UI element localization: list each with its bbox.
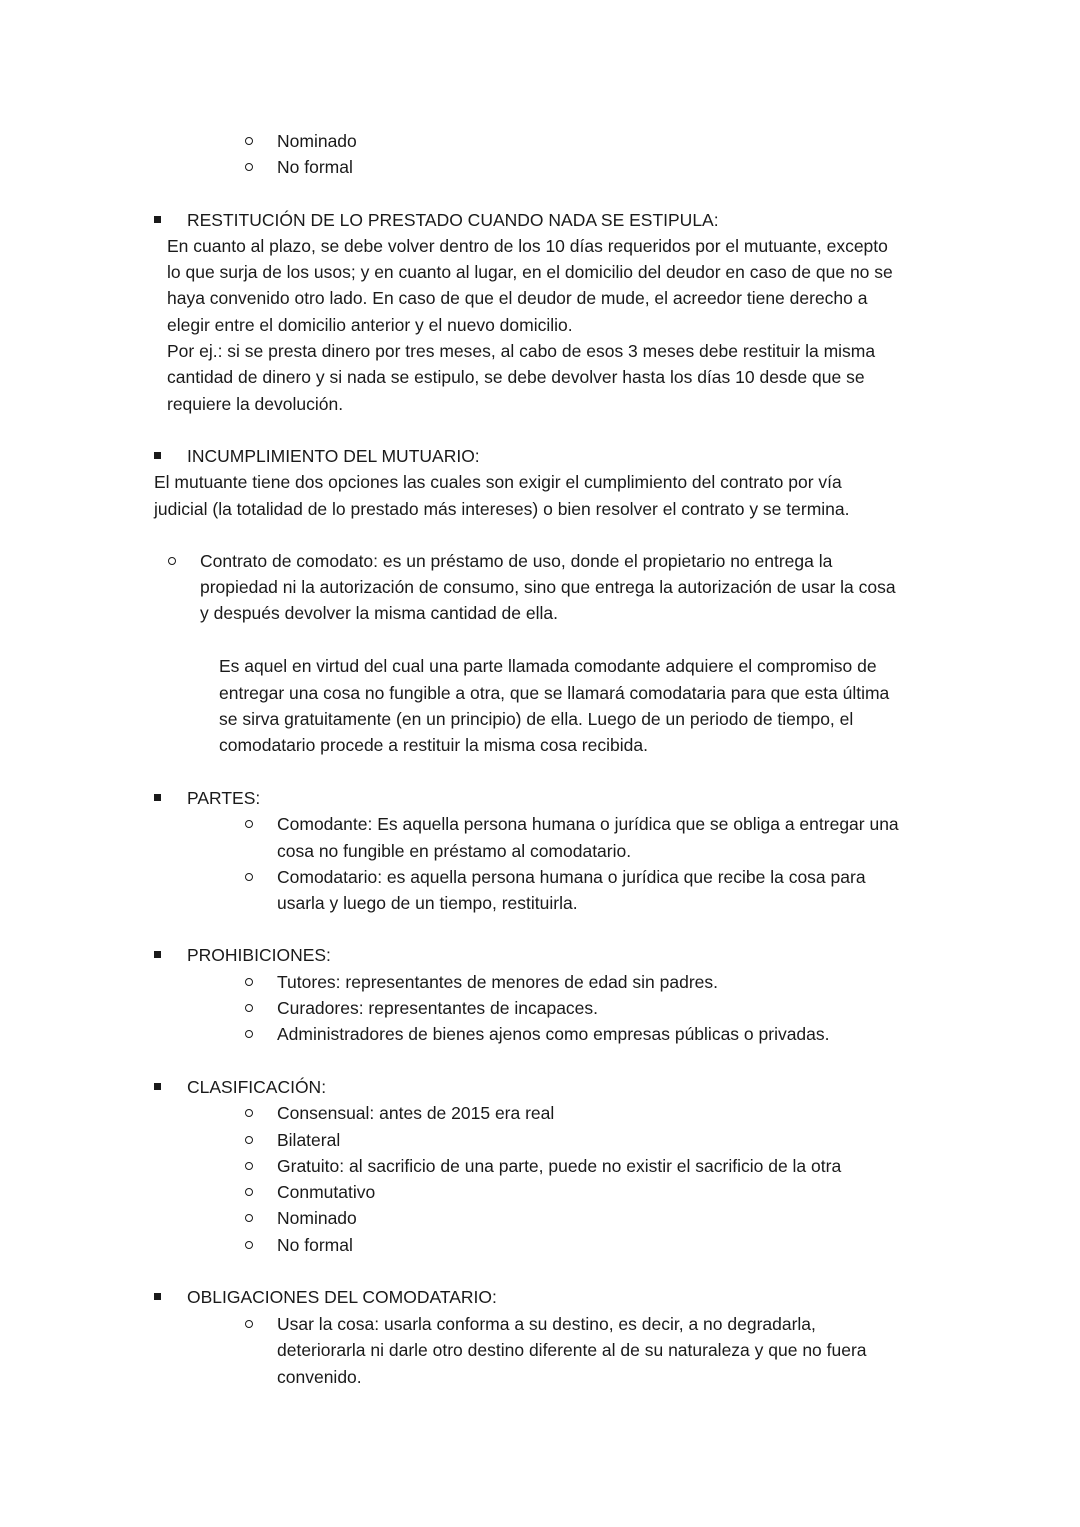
circle-bullet-icon bbox=[245, 978, 253, 986]
circle-bullet-icon bbox=[245, 1004, 253, 1012]
square-bullet-icon bbox=[154, 794, 161, 801]
definition-line: Es aquel en virtud del cual una parte llamada comodante adquiere el compromiso de bbox=[219, 656, 877, 676]
paragraph-line: Contrato de comodato: es un préstamo de uso, donde el propietario no entrega la bbox=[200, 551, 833, 571]
square-bullet-icon bbox=[154, 1293, 161, 1300]
paragraph-line: judicial (la totalidad de lo prestado más intereses) o bien resolver el contrato y se termina. bbox=[154, 499, 850, 519]
square-bullet-icon bbox=[154, 452, 161, 459]
list-item: Curadores: representantes de incapaces. bbox=[277, 998, 599, 1018]
paragraph-line: requiere la devolución. bbox=[167, 394, 344, 414]
square-bullet-icon bbox=[154, 216, 161, 223]
paragraph-line: elegir entre el domicilio anterior y el nuevo domicilio. bbox=[167, 315, 573, 335]
square-bullet-icon bbox=[154, 951, 161, 958]
section-heading-partes: PARTES: bbox=[187, 788, 261, 808]
paragraph-line: lo que surja de los usos; y en cuanto al lugar, en el domicilio del deudor en caso de que no se bbox=[167, 262, 893, 282]
list-item: No formal bbox=[277, 157, 353, 177]
paragraph-line: y después devolver la misma cantidad de ella. bbox=[200, 603, 558, 623]
list-item: Gratuito: al sacrificio de una parte, puede no existir el sacrificio de la otra bbox=[277, 1156, 842, 1176]
circle-bullet-icon bbox=[245, 1214, 253, 1222]
circle-bullet-icon bbox=[245, 1109, 253, 1117]
circle-bullet-icon bbox=[245, 1188, 253, 1196]
list-item: Conmutativo bbox=[277, 1182, 376, 1202]
section-heading-clasificacion: CLASIFICACIÓN: bbox=[187, 1077, 327, 1097]
list-item: No formal bbox=[277, 1235, 353, 1255]
list-item: Administradores de bienes ajenos como empresas públicas o privadas. bbox=[277, 1024, 830, 1044]
paragraph-line: propiedad ni la autorización de consumo, sino que entrega la autorización de usar la cosa bbox=[200, 577, 896, 597]
paragraph-line: haya convenido otro lado. En caso de que el deudor de mude, el acreedor tiene derecho a bbox=[167, 288, 868, 308]
list-item-continuation: usarla y luego de un tiempo, restituirla. bbox=[277, 893, 578, 913]
circle-bullet-icon bbox=[245, 1320, 253, 1328]
circle-bullet-icon bbox=[245, 163, 253, 171]
list-item: Tutores: representantes de menores de edad sin padres. bbox=[277, 972, 719, 992]
list-item: Bilateral bbox=[277, 1130, 341, 1150]
paragraph-line: cantidad de dinero y si nada se estipulo, se debe devolver hasta los días 10 desde que se bbox=[167, 367, 865, 387]
list-item: Nominado bbox=[277, 1208, 357, 1228]
circle-bullet-icon bbox=[245, 1162, 253, 1170]
circle-bullet-icon bbox=[245, 137, 253, 145]
section-heading-prohibiciones: PROHIBICIONES: bbox=[187, 945, 331, 965]
list-item: Nominado bbox=[277, 131, 357, 151]
list-item-continuation: convenido. bbox=[277, 1367, 362, 1387]
paragraph-line: Por ej.: si se presta dinero por tres meses, al cabo de esos 3 meses debe restituir la misma bbox=[167, 341, 876, 361]
section-heading-obligaciones: OBLIGACIONES DEL COMODATARIO: bbox=[187, 1287, 497, 1307]
list-item: Comodante: Es aquella persona humana o jurídica que se obliga a entregar una bbox=[277, 814, 899, 834]
square-bullet-icon bbox=[154, 1083, 161, 1090]
list-item: Comodatario: es aquella persona humana o jurídica que recibe la cosa para bbox=[277, 867, 866, 887]
circle-bullet-icon bbox=[245, 1030, 253, 1038]
list-item: Usar la cosa: usarla conforma a su destino, es decir, a no degradarla, bbox=[277, 1314, 816, 1334]
circle-bullet-icon bbox=[245, 820, 253, 828]
section-heading-incumplimiento: INCUMPLIMIENTO DEL MUTUARIO: bbox=[187, 446, 480, 466]
list-item: Consensual: antes de 2015 era real bbox=[277, 1103, 555, 1123]
definition-line: entregar una cosa no fungible a otra, que se llamará comodataria para que esta última bbox=[219, 683, 890, 703]
paragraph-line: El mutuante tiene dos opciones las cuales son exigir el cumplimiento del contrato por vía bbox=[154, 472, 842, 492]
circle-bullet-icon bbox=[245, 1241, 253, 1249]
circle-bullet-icon bbox=[168, 557, 176, 565]
list-item-continuation: cosa no fungible en préstamo al comodatario. bbox=[277, 841, 632, 861]
paragraph-line: En cuanto al plazo, se debe volver dentro de los 10 días requeridos por el mutuante, excepto bbox=[167, 236, 888, 256]
definition-line: se sirva gratuitamente (en un principio) de ella. Luego de un periodo de tiempo, el bbox=[219, 709, 854, 729]
circle-bullet-icon bbox=[245, 1136, 253, 1144]
section-heading-restitucion: RESTITUCIÓN DE LO PRESTADO CUANDO NADA SE ESTIPULA: bbox=[187, 210, 719, 230]
definition-line: comodatario procede a restituir la misma cosa recibida. bbox=[219, 735, 648, 755]
circle-bullet-icon bbox=[245, 873, 253, 881]
list-item-continuation: deteriorarla ni darle otro destino diferente al de su naturaleza y que no fuera bbox=[277, 1340, 867, 1360]
